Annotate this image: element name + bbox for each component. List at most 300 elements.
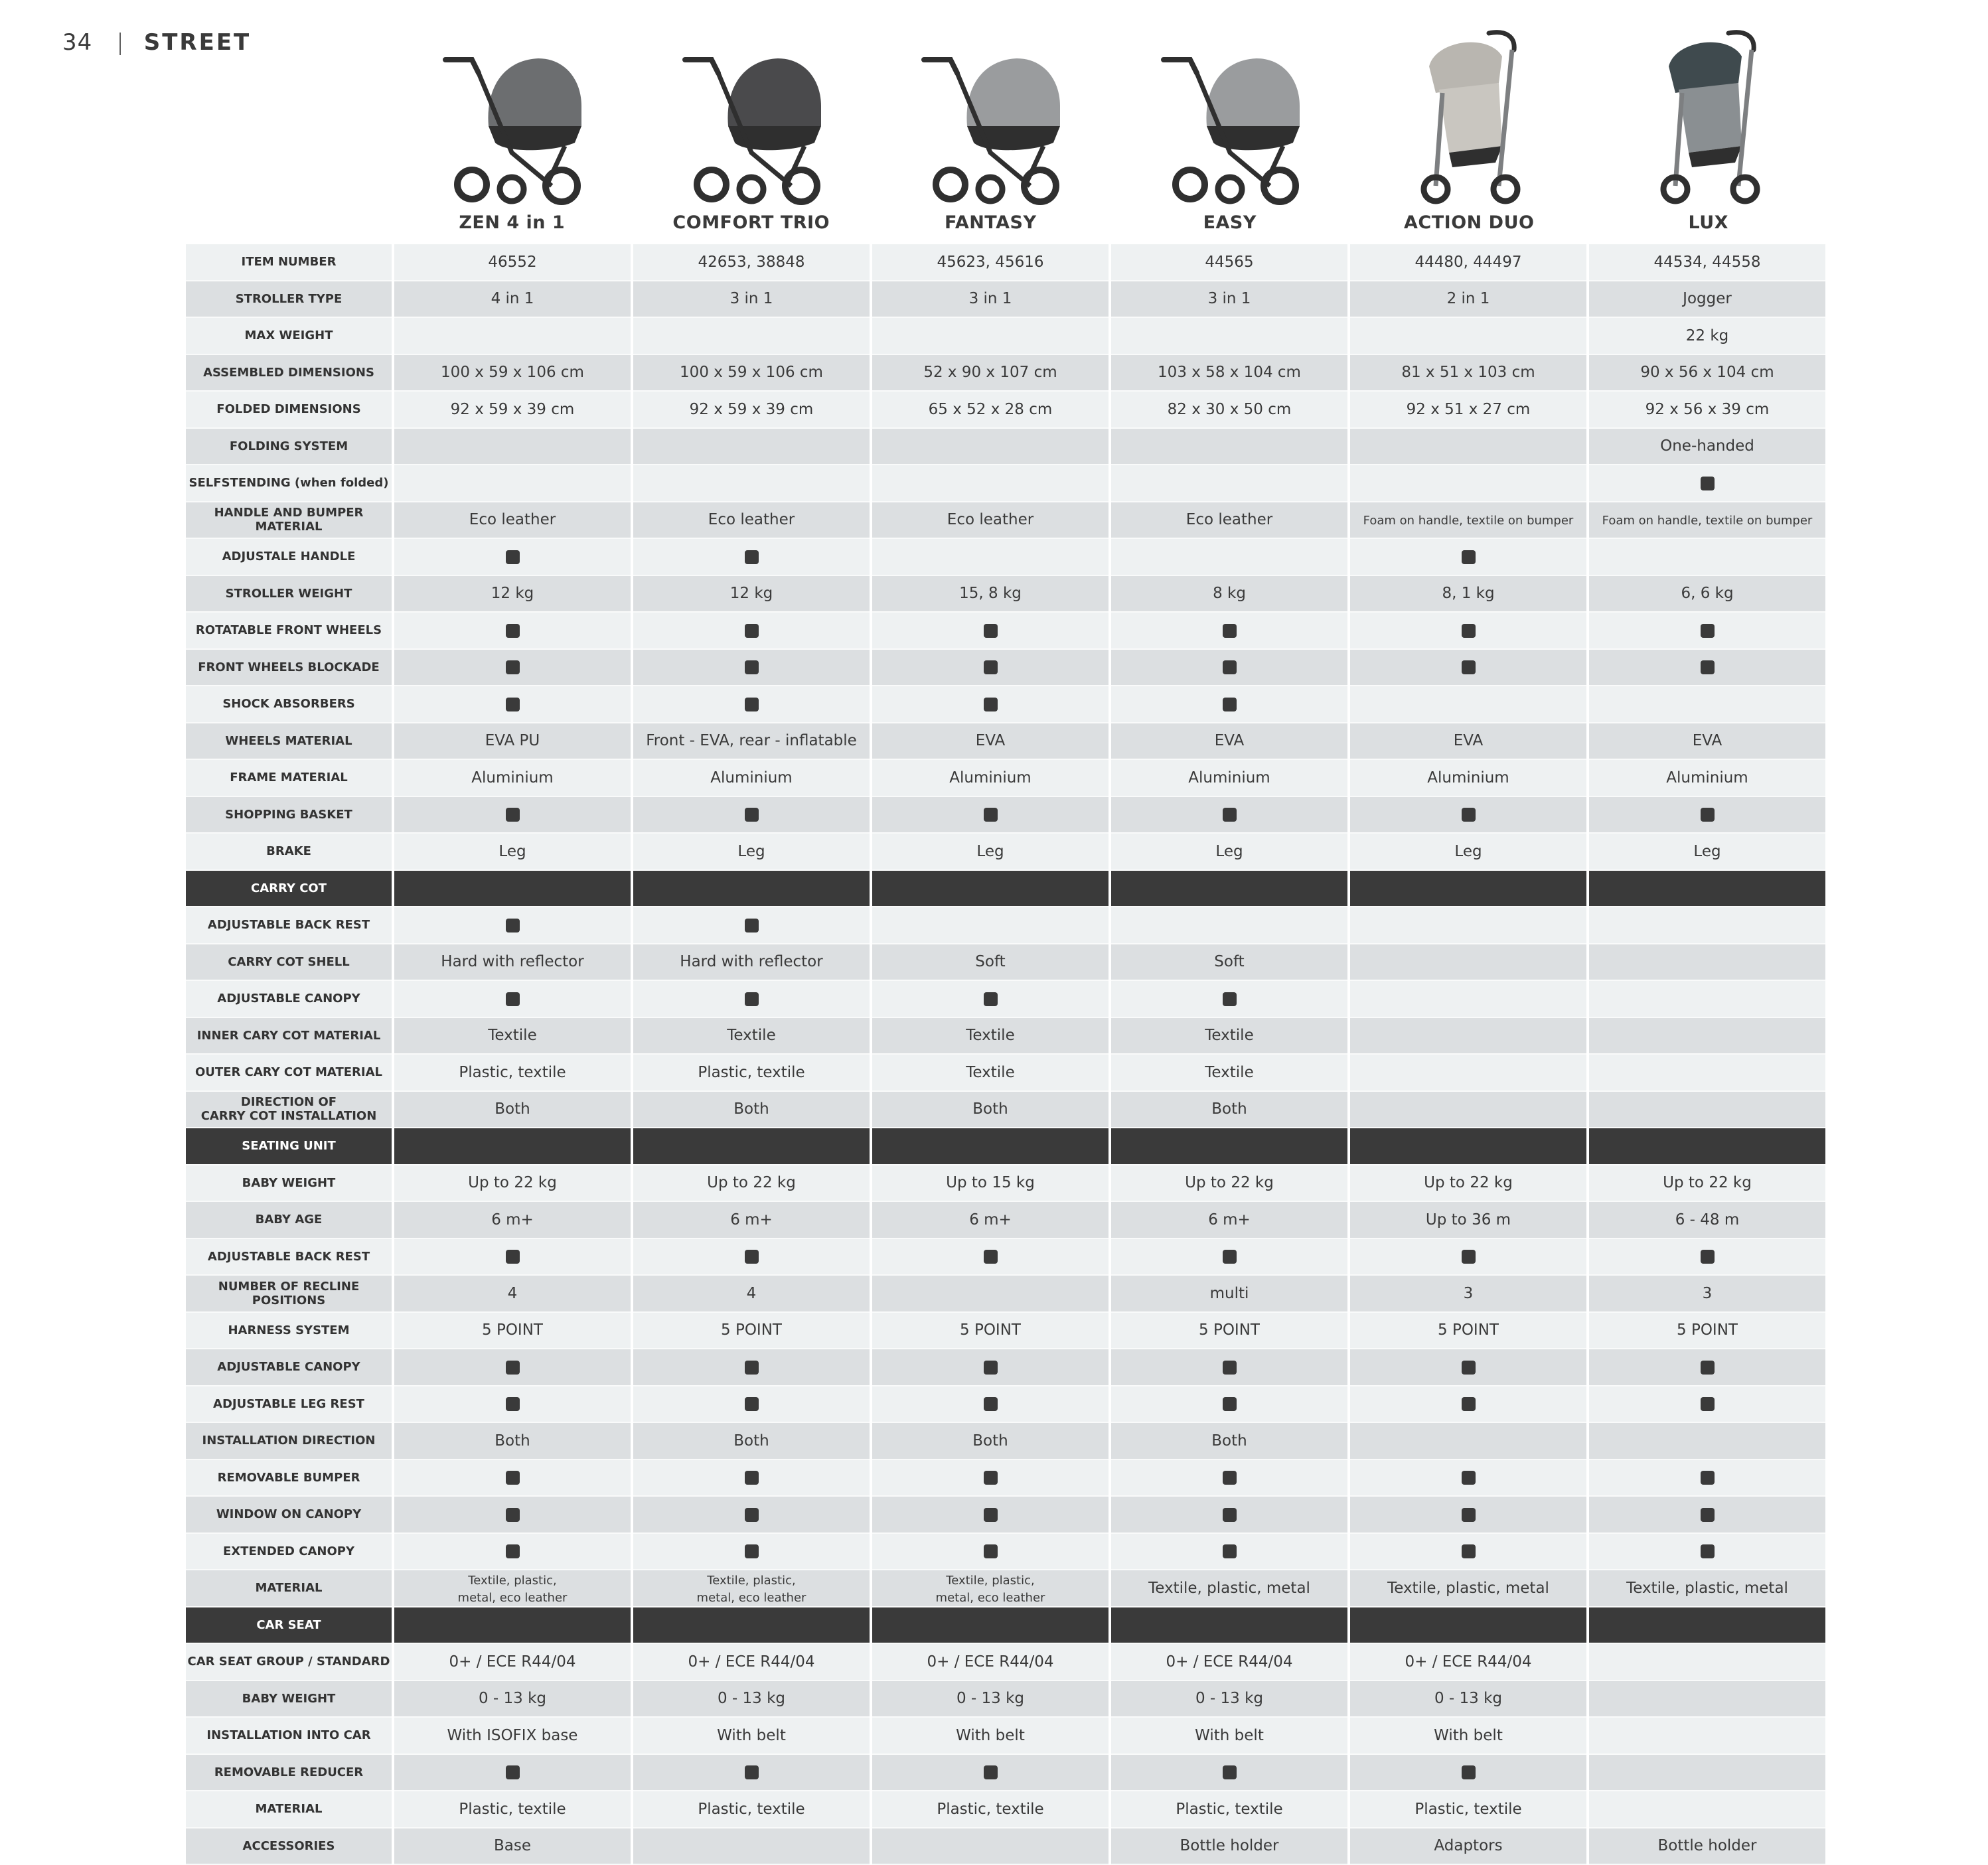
- row-label: MATERIAL: [186, 1791, 392, 1828]
- cell-value: Textile: [727, 1027, 775, 1044]
- cell-value: Foam on handle, textile on bumper: [1363, 514, 1574, 528]
- table-cell: [1111, 1165, 1347, 1203]
- cell-check: [394, 613, 631, 650]
- cell-value: With belt: [956, 1727, 1025, 1744]
- table-cell: [1350, 1791, 1586, 1828]
- cell-value: Textile: [1205, 1027, 1253, 1044]
- table-cell: [872, 318, 1109, 355]
- table-row: [186, 244, 1825, 281]
- table-row: [186, 907, 1825, 944]
- table-cell: [1350, 981, 1586, 1018]
- table-row: [186, 1718, 1825, 1755]
- checkmark-icon: [745, 808, 759, 822]
- table-cell: [1350, 1313, 1586, 1350]
- table-cell: [872, 1828, 1109, 1865]
- table-cell: [1589, 760, 1825, 797]
- table-cell: [1350, 1681, 1586, 1718]
- table-cell: [633, 871, 870, 908]
- cell-check: [1111, 1460, 1347, 1497]
- cell-value: 22 kg: [1686, 327, 1729, 344]
- checkmark-icon: [745, 1471, 759, 1485]
- cell-value: Up to 22 kg: [1185, 1174, 1274, 1191]
- cell-check: [1589, 1386, 1825, 1424]
- cell-check: [394, 650, 631, 687]
- cell-check: [872, 1349, 1109, 1386]
- cell-value: 5 POINT: [721, 1321, 782, 1339]
- cell-value: Eco leather: [1186, 511, 1272, 528]
- row-label: REMOVABLE REDUCER: [186, 1755, 392, 1792]
- table-cell: [1350, 576, 1586, 613]
- table-row: [186, 539, 1825, 576]
- product-column: [871, 20, 1110, 239]
- table-cell: [1111, 429, 1347, 466]
- table-cell: [1589, 1092, 1825, 1129]
- checkmark-icon: [745, 1397, 759, 1411]
- cell-value: Eco leather: [947, 511, 1033, 528]
- product-name: FANTASY: [871, 212, 1110, 233]
- cell-check: [1350, 1386, 1586, 1424]
- cell-value: Textile, plastic, metal: [1626, 1580, 1788, 1597]
- cell-check: [633, 1239, 870, 1276]
- row-label: INSTALLATION DIRECTION: [186, 1423, 392, 1460]
- cell-value: 5 POINT: [1199, 1321, 1260, 1339]
- cell-check: [872, 686, 1109, 723]
- cell-value: 82 x 30 x 50 cm: [1168, 401, 1292, 418]
- table-cell: [1350, 834, 1586, 871]
- cell-check: [394, 1534, 631, 1571]
- table-cell: [1589, 723, 1825, 761]
- table-row: [186, 760, 1825, 797]
- table-cell: [1111, 1718, 1347, 1755]
- cell-value: 100 x 59 x 106 cm: [441, 364, 584, 381]
- cell-value: One-handed: [1660, 437, 1754, 455]
- table-cell: [394, 1313, 631, 1350]
- table-row: [186, 1239, 1825, 1276]
- table-cell: [633, 1276, 870, 1313]
- cell-check: [394, 981, 631, 1018]
- table-cell: [872, 944, 1109, 982]
- table-cell: [1111, 1128, 1347, 1165]
- table-cell: [633, 944, 870, 982]
- cell-check: [1350, 1755, 1586, 1792]
- section-label: SEATING UNIT: [186, 1128, 392, 1165]
- cell-value: Plastic, textile: [1176, 1801, 1282, 1818]
- table-row: [186, 1349, 1825, 1386]
- checkmark-icon: [745, 1544, 759, 1558]
- cell-value: Leg: [1693, 843, 1720, 860]
- table-cell: [633, 1055, 870, 1092]
- cell-check: [1589, 797, 1825, 834]
- checkmark-icon: [1223, 992, 1237, 1006]
- checkmark-icon: [1462, 1397, 1476, 1411]
- cell-value: Textile, plastic, metal: [1387, 1580, 1549, 1597]
- checkmark-icon: [1701, 477, 1715, 490]
- table-cell: [633, 465, 870, 502]
- table-cell: [394, 1681, 631, 1718]
- checkmark-icon: [1701, 1508, 1715, 1522]
- cell-value: 5 POINT: [960, 1321, 1021, 1339]
- cell-value: 6 m+: [1208, 1211, 1251, 1229]
- cell-value: Up to 22 kg: [707, 1174, 796, 1191]
- table-cell: [633, 1570, 870, 1607]
- cell-check: [1111, 1239, 1347, 1276]
- cell-value: EVA: [1215, 732, 1245, 749]
- cell-check: [872, 1239, 1109, 1276]
- table-cell: [872, 429, 1109, 466]
- table-cell: [1350, 686, 1586, 723]
- product-name: EASY: [1110, 212, 1350, 233]
- table-row: [186, 686, 1825, 723]
- table-cell: [1350, 244, 1586, 281]
- row-label: MAX WEIGHT: [186, 318, 392, 355]
- table-cell: [1350, 1165, 1586, 1203]
- checkmark-icon: [984, 1250, 998, 1264]
- table-row: [186, 1018, 1825, 1055]
- row-label: SHOCK ABSORBERS: [186, 686, 392, 723]
- row-label: BABY WEIGHT: [186, 1681, 392, 1718]
- cell-value: Hard with reflector: [680, 953, 822, 970]
- cell-value: Up to 36 m: [1426, 1211, 1511, 1229]
- table-cell: [394, 1718, 631, 1755]
- table-cell: [872, 1644, 1109, 1681]
- row-label: INSTALLATION INTO CAR: [186, 1718, 392, 1755]
- table-cell: [394, 429, 631, 466]
- table-row: [186, 465, 1825, 502]
- checkmark-icon: [984, 624, 998, 638]
- row-label: ADJUSTABLE BACK REST: [186, 1239, 392, 1276]
- table-cell: [872, 465, 1109, 502]
- cell-value: Leg: [498, 843, 526, 860]
- table-cell: [1589, 1313, 1825, 1350]
- table-cell: [1111, 576, 1347, 613]
- table-cell: [872, 1718, 1109, 1755]
- row-label: HANDLE AND BUMPER MATERIAL: [186, 502, 392, 540]
- table-cell: [1589, 318, 1825, 355]
- row-label: BABY AGE: [186, 1202, 392, 1239]
- table-cell: [1350, 1128, 1586, 1165]
- table-cell: [1350, 1828, 1586, 1865]
- cell-value: 8 kg: [1213, 585, 1246, 602]
- cell-value: With ISOFIX base: [447, 1727, 578, 1744]
- cell-value: 44565: [1205, 254, 1253, 271]
- cell-value: multi: [1210, 1285, 1249, 1302]
- table-cell: [1350, 907, 1586, 944]
- cell-check: [1589, 1349, 1825, 1386]
- cell-check: [1589, 465, 1825, 502]
- product-column: [1110, 20, 1350, 239]
- table-cell: [394, 281, 631, 319]
- cell-check: [1350, 613, 1586, 650]
- cell-check: [394, 907, 631, 944]
- table-row: [186, 576, 1825, 613]
- cell-value: Textile, plastic, metal, eco leather: [458, 1574, 568, 1605]
- table-cell: [633, 281, 870, 319]
- row-label: ADJUSTABLE BACK REST: [186, 907, 392, 944]
- table-cell: [394, 392, 631, 429]
- row-label: ACCESSORIES: [186, 1828, 392, 1865]
- cell-check: [1589, 613, 1825, 650]
- table-cell: [1111, 760, 1347, 797]
- table-cell: [633, 1718, 870, 1755]
- table-cell: [1589, 1681, 1825, 1718]
- table-cell: [394, 944, 631, 982]
- table-cell: [1111, 1055, 1347, 1092]
- table-cell: [1589, 981, 1825, 1018]
- cell-value: Up to 22 kg: [468, 1174, 557, 1191]
- checkmark-icon: [745, 698, 759, 711]
- section-title: STREET: [144, 29, 252, 56]
- checkmark-icon: [506, 1544, 520, 1558]
- table-row: [186, 1497, 1825, 1534]
- cell-check: [633, 981, 870, 1018]
- checkmark-icon: [1701, 1250, 1715, 1264]
- table-cell: [1111, 871, 1347, 908]
- table-cell: [394, 723, 631, 761]
- cell-check: [1350, 1534, 1586, 1571]
- table-cell: [1589, 1607, 1825, 1645]
- checkmark-icon: [984, 1544, 998, 1558]
- cell-value: 44480, 44497: [1415, 254, 1522, 271]
- cell-check: [633, 1460, 870, 1497]
- cell-value: 3: [1464, 1285, 1474, 1302]
- checkmark-icon: [1223, 624, 1237, 638]
- cell-value: 92 x 51 x 27 cm: [1407, 401, 1531, 418]
- cell-value: 46552: [488, 254, 536, 271]
- table-cell: [872, 760, 1109, 797]
- table-row: [186, 1276, 1825, 1313]
- cell-value: Base: [494, 1837, 531, 1854]
- table-cell: [394, 355, 631, 392]
- table-cell: [1589, 244, 1825, 281]
- cell-value: EVA: [976, 732, 1006, 749]
- table-cell: [872, 1092, 1109, 1129]
- cell-value: Textile, plastic, metal, eco leather: [697, 1574, 806, 1605]
- checkmark-icon: [506, 1765, 520, 1779]
- cell-value: 52 x 90 x 107 cm: [923, 364, 1057, 381]
- cell-check: [872, 1460, 1109, 1497]
- table-row: [186, 1534, 1825, 1571]
- cell-value: Aluminium: [949, 769, 1031, 786]
- product-column: [1589, 20, 1829, 239]
- table-cell: [1111, 1791, 1347, 1828]
- product-name: ACTION DUO: [1349, 212, 1589, 233]
- table-cell: [1589, 1570, 1825, 1607]
- table-row: [186, 1791, 1825, 1828]
- stroller-pram-icon: [672, 20, 831, 209]
- cell-value: 81 x 51 x 103 cm: [1401, 364, 1535, 381]
- table-cell: [633, 502, 870, 540]
- table-cell: [872, 539, 1109, 576]
- section-header-row: [186, 1128, 1825, 1165]
- cell-check: [1589, 1534, 1825, 1571]
- product-column: [392, 20, 632, 239]
- product-column: [632, 20, 872, 239]
- stroller-seat-icon: [1629, 20, 1788, 209]
- checkmark-icon: [1462, 624, 1476, 638]
- cell-value: Both: [972, 1100, 1008, 1118]
- table-cell: [394, 1276, 631, 1313]
- cell-check: [1111, 797, 1347, 834]
- product-column: [1349, 20, 1589, 239]
- checkmark-icon: [1223, 660, 1237, 674]
- table-cell: [1589, 429, 1825, 466]
- cell-value: 100 x 59 x 106 cm: [680, 364, 823, 381]
- table-row: [186, 502, 1825, 540]
- table-row: [186, 723, 1825, 761]
- cell-value: Textile, plastic, metal, eco leather: [936, 1574, 1045, 1605]
- table-cell: [872, 871, 1109, 908]
- table-cell: [872, 244, 1109, 281]
- row-label: CARRY COT SHELL: [186, 944, 392, 982]
- table-row: [186, 1055, 1825, 1092]
- cell-value: Both: [733, 1432, 769, 1450]
- cell-value: Adaptors: [1434, 1837, 1502, 1854]
- cell-value: 12 kg: [730, 585, 773, 602]
- table-cell: [872, 1128, 1109, 1165]
- cell-check: [1589, 1460, 1825, 1497]
- page-header: [62, 24, 251, 61]
- cell-value: Plastic, textile: [937, 1801, 1043, 1818]
- table-cell: [1350, 1055, 1586, 1092]
- table-cell: [1589, 1055, 1825, 1092]
- cell-check: [1350, 539, 1586, 576]
- cell-value: 6 m+: [969, 1211, 1012, 1229]
- table-cell: [633, 355, 870, 392]
- table-cell: [1350, 1092, 1586, 1129]
- cell-value: 5 POINT: [482, 1321, 543, 1339]
- table-cell: [633, 1644, 870, 1681]
- checkmark-icon: [506, 919, 520, 932]
- table-cell: [633, 1607, 870, 1645]
- row-label: ADJUSTALE HANDLE: [186, 539, 392, 576]
- table-cell: [633, 576, 870, 613]
- section-header-row: [186, 871, 1825, 908]
- cell-check: [1111, 1497, 1347, 1534]
- row-label: ADJUSTABLE LEG REST: [186, 1386, 392, 1424]
- cell-value: 8, 1 kg: [1442, 585, 1494, 602]
- product-header-row: [392, 20, 1828, 239]
- checkmark-icon: [984, 1765, 998, 1779]
- cell-value: Leg: [976, 843, 1004, 860]
- cell-value: Up to 15 kg: [946, 1174, 1035, 1191]
- checkmark-icon: [1462, 660, 1476, 674]
- cell-value: With belt: [1434, 1727, 1503, 1744]
- table-cell: [633, 1681, 870, 1718]
- table-cell: [872, 1313, 1109, 1350]
- checkmark-icon: [506, 698, 520, 711]
- cell-value: 4: [508, 1285, 518, 1302]
- cell-value: 45623, 45616: [937, 254, 1044, 271]
- table-cell: [633, 1423, 870, 1460]
- table-cell: [1589, 1276, 1825, 1313]
- cell-check: [1589, 650, 1825, 687]
- table-cell: [872, 502, 1109, 540]
- table-cell: [872, 1202, 1109, 1239]
- table-cell: [1589, 871, 1825, 908]
- table-cell: [1589, 1165, 1825, 1203]
- checkmark-icon: [1223, 1471, 1237, 1485]
- table-cell: [872, 1165, 1109, 1203]
- cell-value: Hard with reflector: [441, 953, 583, 970]
- table-cell: [394, 1607, 631, 1645]
- cell-value: Eco leather: [708, 511, 795, 528]
- cell-value: 92 x 59 x 39 cm: [451, 401, 575, 418]
- row-label: STROLLER TYPE: [186, 281, 392, 319]
- table-cell: [1111, 392, 1347, 429]
- checkmark-icon: [984, 660, 998, 674]
- cell-value: 6, 6 kg: [1681, 585, 1733, 602]
- cell-value: Foam on handle, textile on bumper: [1602, 514, 1813, 528]
- table-cell: [1111, 944, 1347, 982]
- table-cell: [1589, 1828, 1825, 1865]
- table-cell: [394, 1055, 631, 1092]
- table-cell: [1111, 318, 1347, 355]
- checkmark-icon: [506, 624, 520, 638]
- table-cell: [1589, 281, 1825, 319]
- table-cell: [633, 1828, 870, 1865]
- cell-value: 0 - 13 kg: [1434, 1690, 1502, 1707]
- cell-value: With belt: [717, 1727, 786, 1744]
- cell-value: 2 in 1: [1447, 290, 1490, 307]
- table-cell: [633, 1313, 870, 1350]
- cell-value: Both: [733, 1100, 769, 1118]
- table-cell: [872, 1018, 1109, 1055]
- checkmark-icon: [506, 1471, 520, 1485]
- cell-check: [1111, 1386, 1347, 1424]
- cell-check: [872, 613, 1109, 650]
- checkmark-icon: [1462, 808, 1476, 822]
- checkmark-icon: [506, 808, 520, 822]
- table-cell: [633, 1128, 870, 1165]
- row-label: INNER CARY COT MATERIAL: [186, 1018, 392, 1055]
- cell-check: [872, 981, 1109, 1018]
- row-label: ADJUSTABLE CANOPY: [186, 1349, 392, 1386]
- cell-value: Textile: [1205, 1064, 1253, 1081]
- row-label: MATERIAL: [186, 1570, 392, 1607]
- cell-value: Plastic, textile: [698, 1064, 804, 1081]
- table-row: [186, 1165, 1825, 1203]
- cell-value: Textile: [966, 1027, 1014, 1044]
- table-cell: [1350, 871, 1586, 908]
- table-row: [186, 429, 1825, 466]
- table-cell: [1350, 1607, 1586, 1645]
- cell-value: 3 in 1: [730, 290, 773, 307]
- table-cell: [1111, 1313, 1347, 1350]
- cell-check: [872, 1534, 1109, 1571]
- checkmark-icon: [506, 1508, 520, 1522]
- cell-value: Plastic, textile: [459, 1801, 566, 1818]
- row-label: WHEELS MATERIAL: [186, 723, 392, 761]
- cell-value: Both: [1211, 1100, 1247, 1118]
- table-cell: [1111, 907, 1347, 944]
- product-name: COMFORT TRIO: [632, 212, 872, 233]
- checkmark-icon: [984, 1508, 998, 1522]
- row-label: EXTENDED CANOPY: [186, 1534, 392, 1571]
- table-cell: [1350, 1202, 1586, 1239]
- table-cell: [872, 281, 1109, 319]
- cell-value: 90 x 56 x 104 cm: [1640, 364, 1774, 381]
- checkmark-icon: [984, 1361, 998, 1375]
- checkmark-icon: [1223, 1508, 1237, 1522]
- checkmark-icon: [745, 1250, 759, 1264]
- table-row: [186, 392, 1825, 429]
- cell-check: [394, 539, 631, 576]
- table-cell: [1111, 1607, 1347, 1645]
- row-label: ASSEMBLED DIMENSIONS: [186, 355, 392, 392]
- table-row: [186, 944, 1825, 982]
- table-cell: [633, 1202, 870, 1239]
- cell-check: [633, 686, 870, 723]
